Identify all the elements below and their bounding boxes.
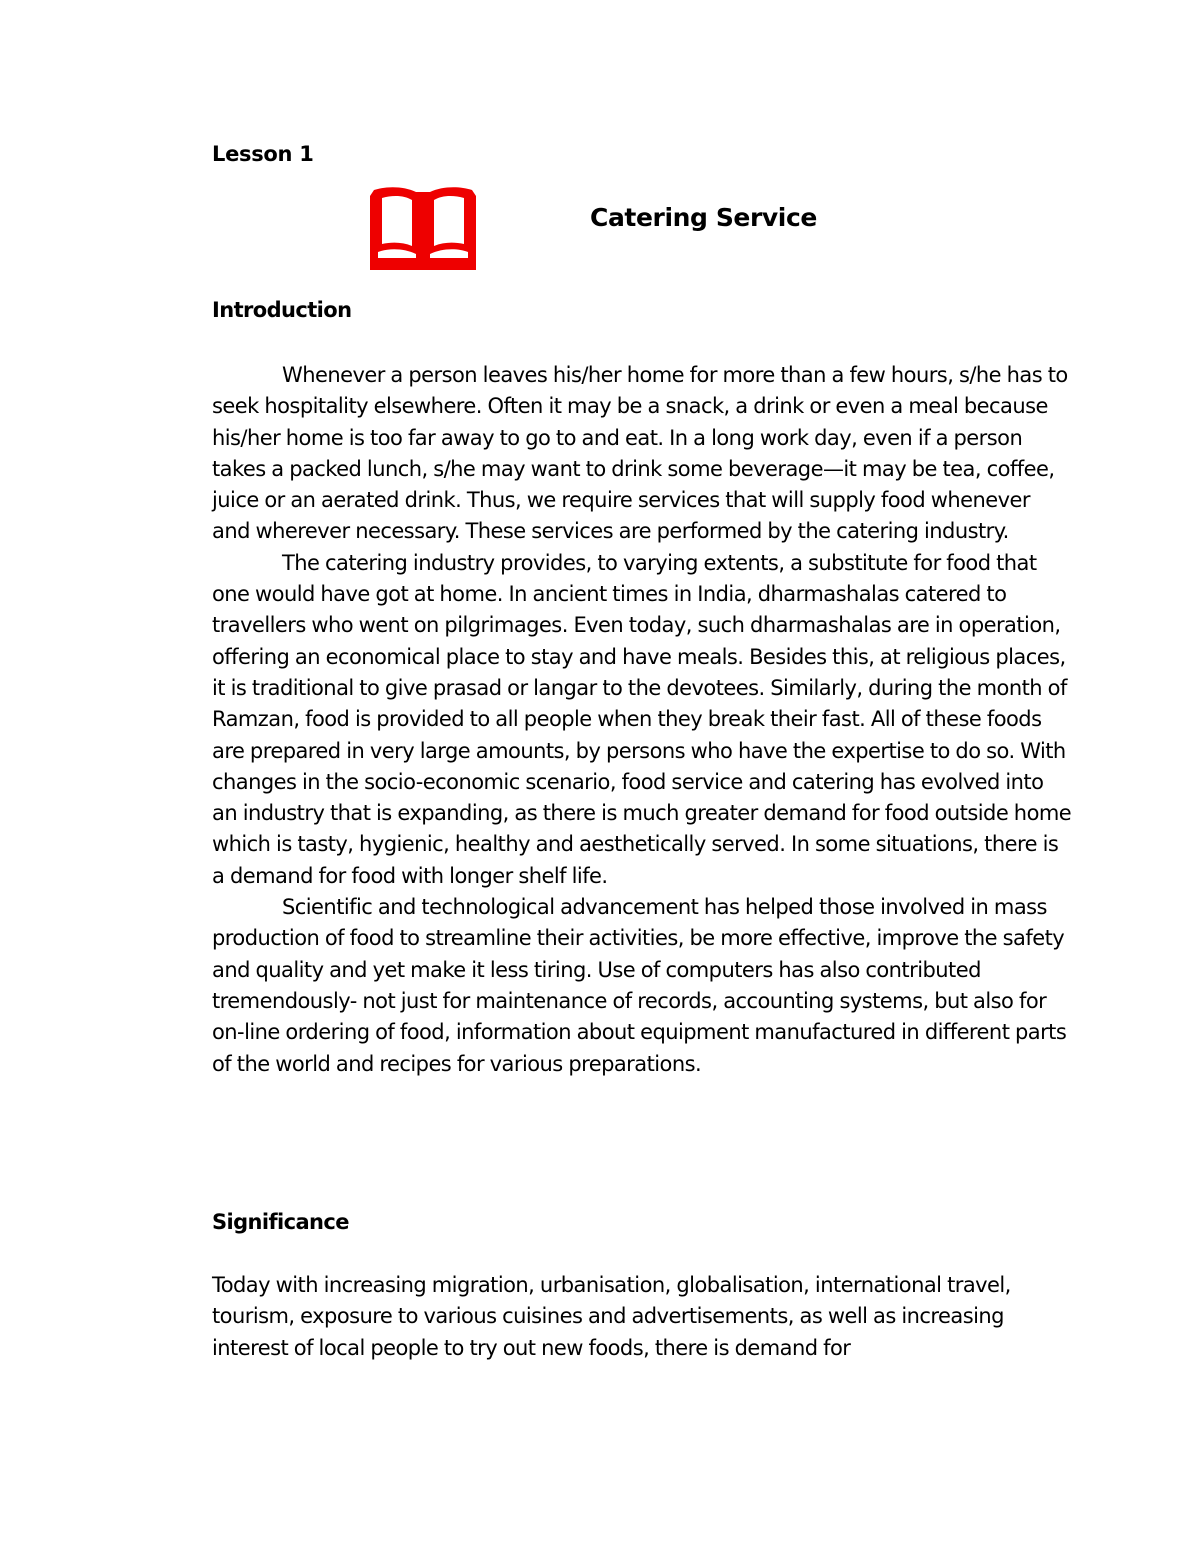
significance-body [212, 1270, 1072, 1364]
paragraph: The catering industry provides, to varying extents, a substitute for food that one would have got at home. In ancient times in India, dharmashalas catered to travellers who went on pilgrimages. Even today, such dharmashalas are in operation, offering an economical place to stay and have meals. Besides this, at religious places, it is traditional to give prasad or langar to the devotees. Similarly, during the month of Ramzan, food is provided to all people when they break their fast. All of these foods are prepared in very large amounts, by persons who have the expertise to do so. With changes in the socio-economic scenario, food service and catering has evolved into an industry that is expanding, as there is much greater demand for food outside home which is tasty, hygienic, healthy and aesthetically served. In some situations, there is a demand for food with longer shelf life. [212, 550, 1072, 888]
significance-heading: Significance [212, 1210, 349, 1234]
document-title: Catering Service [590, 203, 817, 232]
introduction-heading: Introduction [212, 298, 352, 322]
lesson-label: Lesson 1 [212, 142, 314, 166]
introduction-body [212, 360, 1072, 1080]
paragraph: Scientific and technological advancement has helped those involved in mass production of food to streamline their activities, be more effective, improve the safety and quality and yet make it less tiring. Use of computers has also contributed tremendously- not just for maintenance of records, accounting systems, but also for on-line ordering of food, information about equipment manufactured in different parts of the world and recipes for various preparations. [212, 895, 1067, 1076]
paragraph: Whenever a person leaves his/her home for more than a few hours, s/he has to seek hospitality elsewhere. Often it may be a snack, a drink or even a meal because his/her home is too far away to go to and eat. In a long work day, even if a person takes a packed lunch, s/he may want to drink some beverage—it may be tea, coffee, juice or an aerated drink. Thus, we require services that will supply food whenever and wherever necessary. These services are performed by the catering industry. [212, 363, 1068, 544]
paragraph: Today with increasing migration, urbanisation, globalisation, international travel, tourism, exposure to various cuisines and advertisements, as well as increasing interest of local people to try out new foods, there is demand for [212, 1273, 1011, 1360]
open-book-icon [370, 186, 476, 270]
